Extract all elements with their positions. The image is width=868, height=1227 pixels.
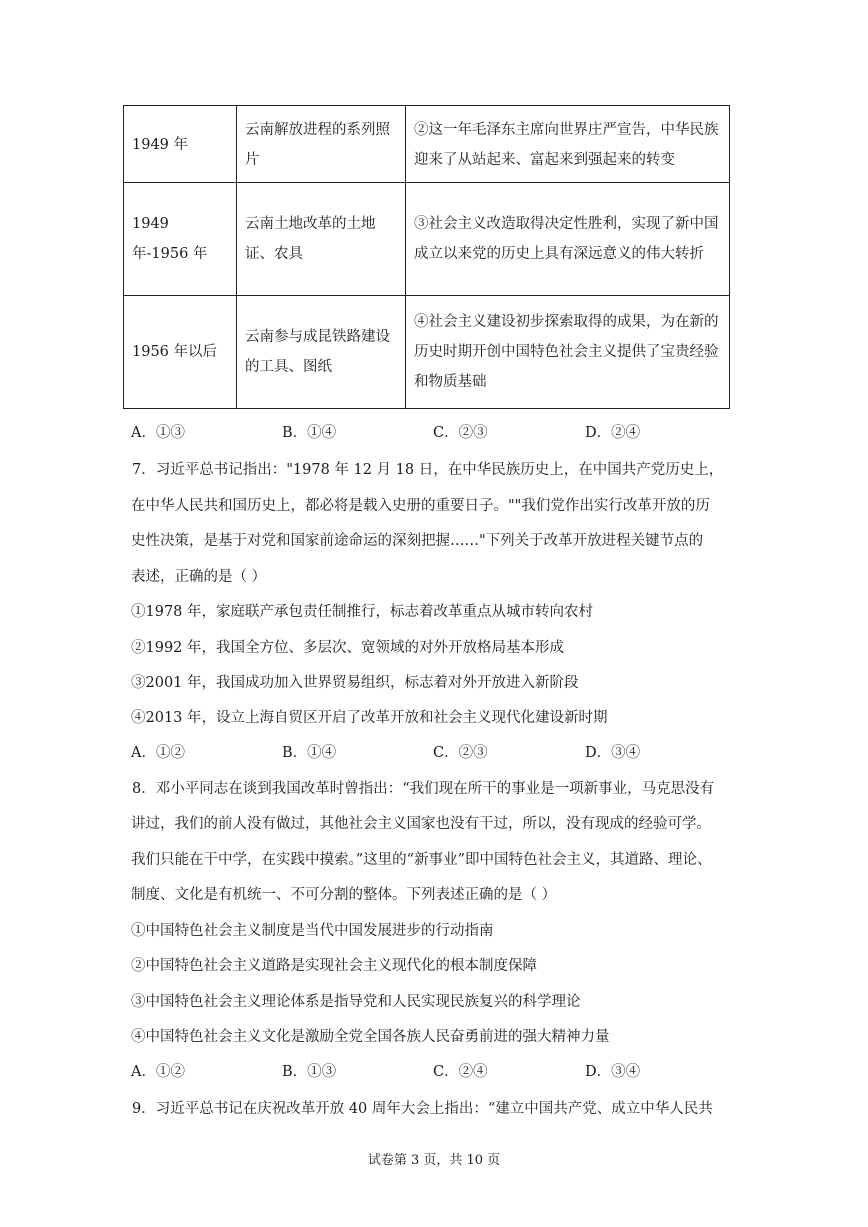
- q7-statement-1: ①1978 年，家庭联产承包责任制推行，标志着改革重点从城市转向农村: [131, 604, 594, 620]
- q7-option-d[interactable]: D．③④: [585, 745, 641, 761]
- q6-option-b[interactable]: B．①④: [282, 425, 337, 441]
- q8-option-c[interactable]: C．②④: [433, 1064, 488, 1080]
- q8-statement-2: ②中国特色社会主义道路是实现社会主义现代化的根本制度保障: [131, 958, 537, 974]
- table-cell-year: 1949 年: [124, 106, 237, 183]
- q6-option-a[interactable]: A．①③: [131, 425, 185, 441]
- q6-option-d[interactable]: D．②④: [585, 425, 641, 441]
- q7-statement-3: ③2001 年，我国成功加入世界贸易组织，标志着对外开放进入新阶段: [131, 675, 579, 691]
- q7-stem-line-1: 7．习近平总书记指出："1978 年 12 月 18 日，在中华民族历史上，在中国共产党历史上，: [132, 462, 724, 478]
- table-cell-desc: ④社会主义建设初步探索取得的成果，为在新的历史时期开创中国特色社会主义提供了宝贵经验和物质基础: [406, 296, 730, 409]
- q8-stem-line-3: 我们只能在干中学，在实践中摸索。”这里的“新事业”即中国特色社会主义，其道路、理论、: [131, 852, 712, 868]
- table-cell-year: 1949 年-1956 年: [124, 183, 237, 296]
- q8-option-d[interactable]: D．③④: [585, 1064, 641, 1080]
- q6-options: [131, 422, 751, 444]
- q7-option-b[interactable]: B．①④: [282, 745, 337, 761]
- q7-statement-2: ②1992 年，我国全方位、多层次、宽领域的对外开放格局基本形成: [131, 640, 565, 656]
- table-row: [124, 296, 730, 409]
- q8-statement-3: ③中国特色社会主义理论体系是指导党和人民实现民族复兴的科学理论: [131, 994, 581, 1010]
- table-cell-item: 云南土地改革的土地证、农具: [237, 183, 406, 296]
- q7-options: [131, 742, 751, 764]
- exhibit-table: [123, 105, 730, 409]
- q6-option-c[interactable]: C．②③: [433, 425, 488, 441]
- q8-statement-1: ①中国特色社会主义制度是当代中国发展进步的行动指南: [131, 923, 494, 939]
- q9-stem-line-1: 9．习近平总书记在庆祝改革开放 40 周年大会上指出：“建立中国共产党、成立中华人民共: [132, 1101, 713, 1117]
- q8-options: [131, 1061, 751, 1083]
- q7-stem-line-4: 表述，正确的是（ ）: [131, 569, 267, 585]
- q7-stem-line-3: 史性决策，是基于对党和国家前途命运的深刻把握……"下列关于改革开放进程关键节点的: [131, 533, 704, 549]
- q8-stem-line-1: 8．邓小平同志在谈到我国改革时曾指出：“我们现在所干的事业是一项新事业，马克思没有: [132, 781, 715, 797]
- table-cell-desc: ②这一年毛泽东主席向世界庄严宣告，中华民族迎来了从站起来、富起来到强起来的转变: [406, 106, 730, 183]
- q8-option-a[interactable]: A．①②: [131, 1064, 185, 1080]
- q8-statement-4: ④中国特色社会主义文化是激励全党全国各族人民奋勇前进的强大精神力量: [131, 1029, 610, 1045]
- table-cell-desc: ③社会主义改造取得决定性胜利，实现了新中国成立以来党的历史上具有深远意义的伟大转折: [406, 183, 730, 296]
- table-row: [124, 106, 730, 183]
- table-cell-year: 1956 年以后: [124, 296, 237, 409]
- q7-option-c[interactable]: C．②③: [433, 745, 488, 761]
- q8-stem-line-4: 制度、文化是有机统一、不可分割的整体。下列表述正确的是（ ）: [131, 887, 557, 903]
- q8-option-b[interactable]: B．①③: [282, 1064, 337, 1080]
- table-cell-item: 云南参与成昆铁路建设的工具、图纸: [237, 296, 406, 409]
- page-footer: 试卷第 3 页，共 10 页: [367, 1153, 501, 1168]
- q7-statement-4: ④2013 年，设立上海自贸区开启了改革开放和社会主义现代化建设新时期: [131, 710, 608, 726]
- table-row: [124, 183, 730, 296]
- q7-option-a[interactable]: A．①②: [131, 745, 185, 761]
- q8-stem-line-2: 讲过，我们的前人没有做过，其他社会主义国家也没有干过，所以，没有现成的经验可学。: [131, 816, 711, 832]
- table-cell-item: 云南解放进程的系列照片: [237, 106, 406, 183]
- q7-stem-line-2: 在中华人民共和国历史上，都必将是载入史册的重要日子。""我们党作出实行改革开放的历: [131, 498, 710, 514]
